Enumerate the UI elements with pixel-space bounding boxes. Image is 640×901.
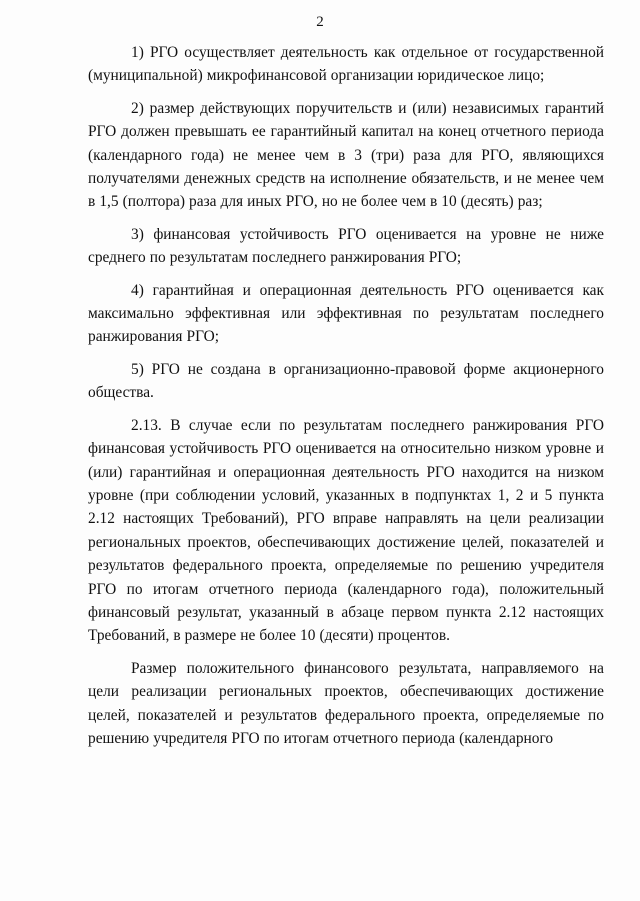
paragraph-item-1: 1) РГО осуществляет деятельность как отдельное от государственной (муниципальной) микрофинансовой организации юридическое лицо;: [88, 44, 604, 85]
paragraph-item-5: 5) РГО не создана в организационно-правовой форме акционерного общества.: [88, 360, 604, 402]
paragraph-result-size: Размер положительного финансового результата, направляемого на цели реализации региональных проектов, обеспечивающих достижение целей, показателей и результатов федерального проекта, определяемые по решению учредителя РГО по итогам отчетного периода (календарного: [88, 659, 604, 747]
paragraph-item-2: 2) размер действующих поручительств и (или) независимых гарантий РГО должен превышать ее гарантийный капитал на конец отчетного периода (календарного года) не менее чем в 3 (три) раза для РГО, являющихся получателями денежных средств на исполнение обязательств, и не менее чем в 1,5 (полтора) раза для иных РГО, но не более чем в 10 (десять) раз;: [88, 99, 604, 211]
paragraph-item-4: 4) гарантийная и операционная деятельность РГО оценивается как максимально эффективная или эффективная по результатам последнего ранжирования РГО;: [88, 281, 604, 346]
paragraph-clause-2-13: 2.13. В случае если по результатам последнего ранжирования РГО финансовая устойчивость РГО оценивается на относительно низком уровне и (или) гарантийная и операционная деятельность РГО находится на низком уровне (при соблюдении условий, указанных в подпунктах 1, 2 и 5 пункта 2.12 настоящих Требований), РГО вправе направлять на цели реализации региональных проектов, обеспечивающих достижение целей, показателей и результатов федерального проекта, определяемые по решению учредителя РГО по итогам отчетного периода (календарного года), положительный финансовый результат, указанный в абзаце первом пункта 2.12 настоящих Требований, в размере не более 10 (десяти) процентов.: [88, 416, 604, 645]
paragraph-item-3: 3) финансовая устойчивость РГО оценивается на уровне не ниже среднего по результатам последнего ранжирования РГО;: [88, 225, 604, 267]
page-number: 2: [316, 14, 324, 30]
document-body: [88, 41, 604, 759]
